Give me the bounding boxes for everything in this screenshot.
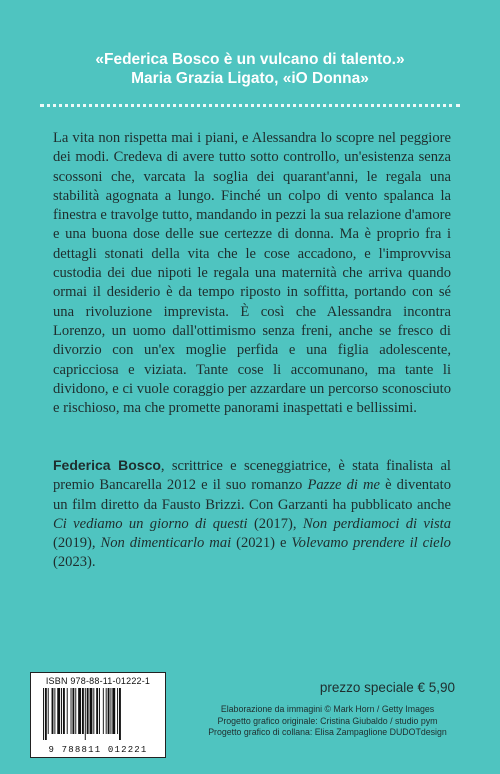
book-title: Non perdiamoci di vista (302, 515, 451, 532)
credit-line: Progetto grafico originale: Cristina Giubaldo / studio pym (217, 715, 438, 726)
book-title: Non dimenticarlo mai (100, 535, 232, 552)
blurb-text: La vita non rispetta mai i piani, e Alessandra lo scopre nel peggiore dei modi. Credeva di avere tutto sotto controllo, un'esistenza senza scossoni che, varcata la soglia dei quarant'anni, le regala una stabilità agognata a lungo. Finché un colpo di vento spalanca la finestra e travolge tutto, mandando in pezzi la sua relazione d'amore e una buona dose delle sue certezze di donna. Ma è proprio fra i dettagli stonati della vita che le cose accadono, e l'improvvisa custodia dei due nipoti le regala una maternità che arriva quando ormai il desiderio è da tempo riposto in soffitta, portando con sé una rivoluzione imprevista. È così che Alessandra incontra Lorenzo, un uomo dall'ottimismo senza freni, anche se fresco di divorzio con un'ex moglie perfida e una figlia adolescente, capricciosa e viziata. Tante cose li accomunano, ma tante li dividono, e ci vuole coraggio per azzardare un percorso sconosciuto e rischioso, ma che promette panorami inaspettati e bellissimi. (53, 130, 451, 417)
bio-text: (2017), (247, 515, 303, 532)
dotted-divider (40, 104, 460, 107)
cover-quote (0, 50, 500, 88)
author-name: Federica Bosco (53, 457, 161, 473)
author-bio (53, 456, 451, 573)
credit-line: Elaborazione da immagini © Mark Horn / Getty Images (220, 704, 435, 714)
book-title: Ci vediamo un giorno di questi (53, 515, 248, 532)
ean-digits: 9 788811 012221 (48, 745, 148, 755)
book-title: Pazze di me (307, 477, 381, 494)
quote-line: «Federica Bosco è un vulcano di talento.» (95, 51, 405, 68)
credit-line: Progetto grafico di collana: Elisa Zampaglione DUDOTdesign (208, 727, 447, 737)
book-blurb (53, 129, 451, 418)
book-title: Volevamo prendere il cielo (291, 535, 451, 552)
bio-text: (2023). (53, 554, 96, 571)
bio-text: , scrittrice e sceneggiatrice, è stata finalista al premio Bancarella 2012 e il suo romanzo (53, 458, 451, 494)
bio-text: (2019), (53, 535, 101, 552)
bio-text: è diventato un film diretto da Fausto Brizzi. Con Garzanti ha pubblicato anche (53, 477, 451, 513)
isbn-label: ISBN 978-88-11-01222-1 (45, 676, 151, 686)
barcode-panel (30, 672, 166, 758)
barcode-icon (43, 688, 155, 740)
quote-attribution: Maria Grazia Ligato, «iO Donna» (131, 70, 369, 87)
bio-text: (2021) e (231, 535, 292, 552)
image-credits (175, 704, 480, 739)
price-label: prezzo speciale € 5,90 (319, 680, 455, 695)
